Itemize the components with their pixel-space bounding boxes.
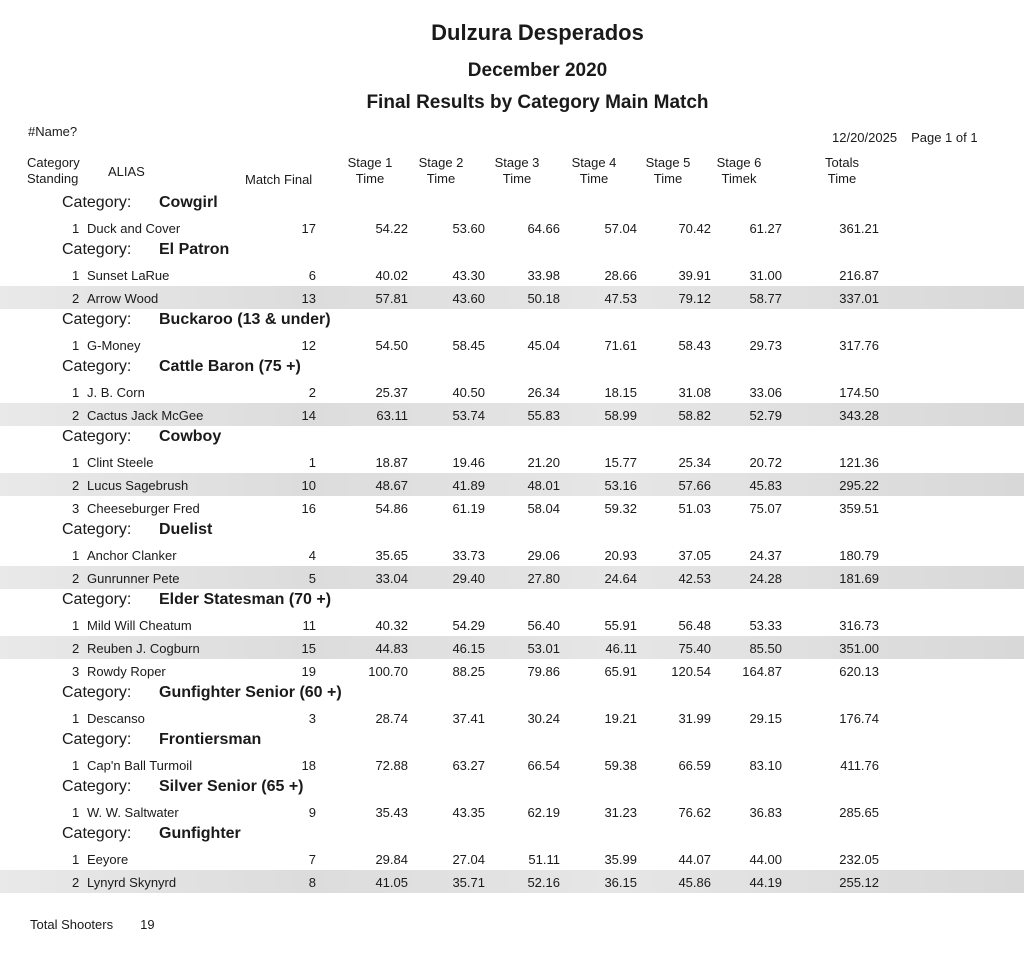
- stage-3-time: 21.20: [527, 455, 560, 470]
- stage-2-time: 29.40: [452, 571, 485, 586]
- stage-4-time: 53.16: [604, 478, 637, 493]
- total-time: 295.22: [839, 478, 879, 493]
- name-field: #Name?: [28, 124, 78, 139]
- total-time: 343.28: [839, 408, 879, 423]
- header-stage5: [638, 155, 698, 187]
- stage-3-time: 45.04: [527, 338, 560, 353]
- shooter-row: [0, 496, 1024, 519]
- stage-2-time: 88.25: [452, 664, 485, 679]
- standing: 1: [72, 758, 80, 773]
- standing: 1: [72, 385, 80, 400]
- stage-6-time: 29.15: [749, 711, 782, 726]
- match-final: 14: [301, 408, 316, 423]
- stage-5-time: 76.62: [678, 805, 711, 820]
- stage-2-time: 27.04: [452, 852, 485, 867]
- stage-3-time: 52.16: [527, 875, 560, 890]
- header-line: Stage 2: [418, 155, 464, 170]
- stage-3-time: 29.06: [527, 548, 560, 563]
- stage-2-time: 37.41: [452, 711, 485, 726]
- date-page-info: [832, 130, 978, 145]
- standing: 1: [72, 221, 80, 236]
- header-match-final: Match Final: [245, 172, 313, 187]
- match-final: 16: [301, 501, 316, 516]
- stage-6-time: 58.77: [749, 291, 782, 306]
- stage-4-time: 28.66: [604, 268, 637, 283]
- shooter-row: [0, 473, 1024, 496]
- stage-6-time: 52.79: [749, 408, 782, 423]
- alias: Arrow Wood: [87, 291, 159, 306]
- stage-6-time: 24.37: [749, 548, 782, 563]
- results-table: [0, 192, 1024, 893]
- shooter-row: [0, 566, 1024, 589]
- standing: 2: [72, 571, 80, 586]
- stage-4-time: 55.91: [604, 618, 637, 633]
- stage-1-time: 35.43: [375, 805, 408, 820]
- stage-1-time: 54.22: [375, 221, 408, 236]
- stage-2-time: 58.45: [452, 338, 485, 353]
- shooter-row: [0, 706, 1024, 729]
- standing: 1: [72, 711, 80, 726]
- match-final: 1: [308, 455, 316, 470]
- alias: Lucus Sagebrush: [87, 478, 189, 493]
- shooter-row: [0, 543, 1024, 566]
- standing: 1: [72, 268, 80, 283]
- stage-4-time: 57.04: [604, 221, 637, 236]
- header-line: Time: [579, 171, 609, 186]
- category-name: Gunfighter: [159, 825, 241, 842]
- match-final: 4: [308, 548, 316, 563]
- stage-6-time: 33.06: [749, 385, 782, 400]
- total-time: 317.76: [839, 338, 879, 353]
- stage-4-time: 71.61: [604, 338, 637, 353]
- stage-2-time: 33.73: [452, 548, 485, 563]
- total-time: 121.36: [839, 455, 879, 470]
- stage-6-time: 164.87: [742, 664, 782, 679]
- header-alias: ALIAS: [108, 164, 145, 179]
- match-final: 10: [301, 478, 316, 493]
- stage-5-time: 120.54: [671, 664, 711, 679]
- stage-6-time: 44.00: [749, 852, 782, 867]
- shooter-row: [0, 613, 1024, 636]
- alias: Descanso: [87, 711, 145, 726]
- stage-5-time: 45.86: [678, 875, 711, 890]
- stage-5-time: 31.08: [678, 385, 711, 400]
- stage-5-time: 79.12: [678, 291, 711, 306]
- alias: Lynyrd Skynyrd: [87, 875, 177, 890]
- category-name: Gunfighter Senior (60 +): [159, 684, 342, 701]
- shooter-row: [0, 333, 1024, 356]
- header-line: Timek: [721, 171, 757, 186]
- stage-5-time: 57.66: [678, 478, 711, 493]
- stage-5-time: 39.91: [678, 268, 711, 283]
- stage-6-time: 36.83: [749, 805, 782, 820]
- stage-3-time: 50.18: [527, 291, 560, 306]
- alias: Rowdy Roper: [87, 664, 166, 679]
- standing: 3: [72, 664, 80, 679]
- category-header: [0, 426, 1024, 450]
- header-line: Stage 3: [494, 155, 540, 170]
- header-line: Stage 5: [645, 155, 691, 170]
- header-line: Totals: [825, 155, 859, 170]
- stage-1-time: 44.83: [375, 641, 408, 656]
- stage-3-time: 62.19: [527, 805, 560, 820]
- shooter-row: [0, 636, 1024, 659]
- category-header: [0, 239, 1024, 263]
- category-name: Buckaroo (13 & under): [159, 311, 331, 328]
- category-header: [0, 823, 1024, 847]
- report-heading: Final Results by Category Main Match: [366, 92, 709, 113]
- stage-2-time: 53.60: [452, 221, 485, 236]
- stage-3-time: 79.86: [527, 664, 560, 679]
- report-date: 12/20/2025: [832, 130, 898, 145]
- stage-2-time: 35.71: [452, 875, 485, 890]
- total-time: 180.79: [839, 548, 879, 563]
- stage-3-time: 33.98: [527, 268, 560, 283]
- total-time: 316.73: [839, 618, 879, 633]
- stage-3-time: 51.11: [528, 852, 560, 867]
- stage-4-time: 20.93: [604, 548, 637, 563]
- header-line: Standing: [27, 171, 79, 186]
- stage-1-time: 63.11: [376, 408, 408, 423]
- match-final: 18: [301, 758, 316, 773]
- stage-4-time: 31.23: [604, 805, 637, 820]
- stage-3-time: 64.66: [527, 221, 560, 236]
- stage-4-time: 65.91: [604, 664, 637, 679]
- stage-2-time: 46.15: [452, 641, 485, 656]
- alias: Mild Will Cheatum: [87, 618, 192, 633]
- stage-2-time: 40.50: [452, 385, 485, 400]
- shooter-row: [0, 216, 1024, 239]
- category-label: Category:: [62, 778, 132, 795]
- category-name: Duelist: [159, 521, 213, 538]
- standing: 1: [72, 618, 80, 633]
- match-final: 2: [308, 385, 316, 400]
- stage-5-time: 58.82: [678, 408, 711, 423]
- total-time: 361.21: [839, 221, 879, 236]
- stage-1-time: 25.37: [375, 385, 408, 400]
- match-final: 15: [301, 641, 316, 656]
- stage-2-time: 63.27: [452, 758, 485, 773]
- category-label: Category:: [62, 591, 132, 608]
- stage-6-time: 29.73: [749, 338, 782, 353]
- shooter-row: [0, 380, 1024, 403]
- stage-5-time: 44.07: [678, 852, 711, 867]
- category-header: [0, 519, 1024, 543]
- category-name: Frontiersman: [159, 731, 262, 748]
- header-stage2: [411, 155, 471, 187]
- alias: Duck and Cover: [87, 221, 181, 236]
- stage-6-time: 20.72: [749, 455, 782, 470]
- stage-3-time: 66.54: [527, 758, 560, 773]
- stage-1-time: 29.84: [375, 852, 408, 867]
- match-final: 8: [308, 875, 316, 890]
- stage-1-time: 54.86: [375, 501, 408, 516]
- shooter-row: [0, 286, 1024, 309]
- category-name: Silver Senior (65 +): [159, 778, 304, 795]
- alias: Cap'n Ball Turmoil: [87, 758, 193, 773]
- shooter-row: [0, 800, 1024, 823]
- stage-4-time: 47.53: [604, 291, 637, 306]
- stage-1-time: 41.05: [375, 875, 408, 890]
- shooter-row: [0, 450, 1024, 473]
- category-header: [0, 682, 1024, 706]
- stage-1-time: 40.32: [375, 618, 408, 633]
- total-time: 232.05: [839, 852, 879, 867]
- total-shooters-count: 19: [140, 917, 155, 932]
- stage-6-time: 61.27: [749, 221, 782, 236]
- header-line: Time: [355, 171, 385, 186]
- stage-6-time: 75.07: [749, 501, 782, 516]
- alias: Reuben J. Cogburn: [87, 641, 200, 656]
- stage-4-time: 58.99: [604, 408, 637, 423]
- stage-3-time: 58.04: [527, 501, 560, 516]
- stage-1-time: 33.04: [375, 571, 408, 586]
- total-time: 181.69: [839, 571, 879, 586]
- category-header: [0, 589, 1024, 613]
- stage-3-time: 30.24: [527, 711, 560, 726]
- match-final: 7: [308, 852, 316, 867]
- stage-3-time: 55.83: [527, 408, 560, 423]
- header-stage4: [564, 155, 624, 187]
- stage-5-time: 31.99: [678, 711, 711, 726]
- header-line: Category: [27, 155, 80, 170]
- header-category-standing: [27, 155, 80, 187]
- shooter-row: [0, 847, 1024, 870]
- stage-5-time: 58.43: [678, 338, 711, 353]
- category-label: Category:: [62, 825, 132, 842]
- header-stage6: [709, 155, 769, 187]
- shooter-row: [0, 870, 1024, 893]
- stage-5-time: 75.40: [678, 641, 711, 656]
- header-stage3: [487, 155, 547, 187]
- total-time: 216.87: [839, 268, 879, 283]
- category-header: [0, 776, 1024, 800]
- stage-5-time: 25.34: [678, 455, 711, 470]
- match-final: 12: [301, 338, 316, 353]
- match-final: 3: [308, 711, 316, 726]
- category-header: [0, 729, 1024, 753]
- stage-4-time: 19.21: [604, 711, 637, 726]
- stage-2-time: 19.46: [452, 455, 485, 470]
- alias: Gunrunner Pete: [87, 571, 180, 586]
- stage-4-time: 59.32: [604, 501, 637, 516]
- match-final: 11: [302, 618, 316, 633]
- category-label: Category:: [62, 358, 132, 375]
- header-line: Time: [502, 171, 532, 186]
- shooter-row: [0, 263, 1024, 286]
- page-number: Page 1 of 1: [911, 130, 978, 145]
- report-title: Dulzura Desperados: [431, 20, 644, 45]
- header-line: Time: [827, 171, 857, 186]
- alias: G-Money: [87, 338, 141, 353]
- total-time: 620.13: [839, 664, 879, 679]
- stage-4-time: 59.38: [604, 758, 637, 773]
- alias: Clint Steele: [87, 455, 154, 470]
- header-line: Stage 4: [571, 155, 617, 170]
- category-header: [0, 192, 1024, 216]
- stage-2-time: 53.74: [452, 408, 485, 423]
- alias: Sunset LaRue: [87, 268, 170, 283]
- category-header: [0, 356, 1024, 380]
- match-final: 5: [308, 571, 316, 586]
- category-name: Cowboy: [159, 428, 222, 445]
- stage-6-time: 31.00: [749, 268, 782, 283]
- category-name: El Patron: [159, 241, 230, 258]
- stage-1-time: 40.02: [375, 268, 408, 283]
- alias: Eeyore: [87, 852, 129, 867]
- stage-3-time: 48.01: [527, 478, 560, 493]
- stage-1-time: 72.88: [375, 758, 408, 773]
- alias: Cactus Jack McGee: [87, 408, 204, 423]
- total-time: 285.65: [839, 805, 879, 820]
- total-time: 176.74: [839, 711, 879, 726]
- stage-4-time: 24.64: [604, 571, 637, 586]
- category-label: Category:: [62, 521, 132, 538]
- standing: 2: [72, 478, 80, 493]
- category-label: Category:: [62, 428, 132, 445]
- alias: J. B. Corn: [87, 385, 145, 400]
- stage-5-time: 70.42: [678, 221, 711, 236]
- shooter-row: [0, 403, 1024, 426]
- standing: 1: [72, 852, 80, 867]
- stage-2-time: 43.35: [452, 805, 485, 820]
- category-label: Category:: [62, 241, 132, 258]
- stage-1-time: 28.74: [375, 711, 408, 726]
- match-final: 19: [301, 664, 316, 679]
- stage-3-time: 26.34: [527, 385, 560, 400]
- category-label: Category:: [62, 731, 132, 748]
- stage-2-time: 61.19: [452, 501, 485, 516]
- stage-1-time: 35.65: [375, 548, 408, 563]
- header-line: Time: [426, 171, 456, 186]
- standing: 2: [72, 408, 80, 423]
- stage-6-time: 24.28: [749, 571, 782, 586]
- category-name: Cattle Baron (75 +): [159, 358, 301, 375]
- stage-4-time: 35.99: [604, 852, 637, 867]
- stage-4-time: 46.11: [605, 641, 637, 656]
- stage-1-time: 18.87: [375, 455, 408, 470]
- stage-6-time: 45.83: [749, 478, 782, 493]
- standing: 2: [72, 641, 80, 656]
- standing: 2: [72, 875, 80, 890]
- report-subtitle: December 2020: [467, 60, 608, 81]
- category-name: Elder Statesman (70 +): [159, 591, 332, 608]
- total-shooters-label: Total Shooters: [30, 917, 114, 932]
- category-label: Category:: [62, 684, 132, 701]
- header-stage1: [340, 155, 400, 187]
- standing: 1: [72, 338, 80, 353]
- stage-5-time: 66.59: [678, 758, 711, 773]
- match-final: 9: [308, 805, 316, 820]
- stage-2-time: 43.30: [452, 268, 485, 283]
- stage-6-time: 85.50: [749, 641, 782, 656]
- stage-6-time: 44.19: [749, 875, 782, 890]
- stage-1-time: 100.70: [368, 664, 408, 679]
- category-name: Cowgirl: [159, 194, 218, 211]
- total-time: 351.00: [839, 641, 879, 656]
- header-line: Time: [653, 171, 683, 186]
- stage-1-time: 48.67: [375, 478, 408, 493]
- stage-3-time: 27.80: [527, 571, 560, 586]
- category-header: [0, 309, 1024, 333]
- stage-6-time: 83.10: [749, 758, 782, 773]
- total-time: 359.51: [839, 501, 879, 516]
- header-line: Stage 6: [716, 155, 762, 170]
- shooter-row: [0, 753, 1024, 776]
- standing: 3: [72, 501, 80, 516]
- stage-2-time: 41.89: [452, 478, 485, 493]
- category-label: Category:: [62, 311, 132, 328]
- total-time: 174.50: [839, 385, 879, 400]
- stage-4-time: 15.77: [604, 455, 637, 470]
- stage-5-time: 37.05: [678, 548, 711, 563]
- stage-1-time: 57.81: [375, 291, 408, 306]
- stage-3-time: 53.01: [527, 641, 560, 656]
- stage-5-time: 51.03: [678, 501, 711, 516]
- stage-2-time: 43.60: [452, 291, 485, 306]
- stage-5-time: 56.48: [678, 618, 711, 633]
- stage-3-time: 56.40: [527, 618, 560, 633]
- total-time: 337.01: [839, 291, 879, 306]
- standing: 2: [72, 291, 80, 306]
- match-final: 17: [301, 221, 316, 236]
- stage-4-time: 36.15: [604, 875, 637, 890]
- header-totals: [812, 155, 872, 187]
- total-time: 411.76: [840, 758, 879, 773]
- stage-6-time: 53.33: [749, 618, 782, 633]
- match-final: 6: [308, 268, 316, 283]
- match-final: 13: [301, 291, 316, 306]
- total-shooters: [30, 917, 155, 932]
- shooter-row: [0, 659, 1024, 682]
- standing: 1: [72, 455, 80, 470]
- stage-4-time: 18.15: [604, 385, 637, 400]
- alias: Cheeseburger Fred: [87, 501, 200, 516]
- total-time: 255.12: [839, 875, 879, 890]
- alias: W. W. Saltwater: [87, 805, 179, 820]
- alias: Anchor Clanker: [87, 548, 177, 563]
- header-line: Stage 1: [347, 155, 393, 170]
- standing: 1: [72, 805, 80, 820]
- stage-5-time: 42.53: [678, 571, 711, 586]
- category-label: Category:: [62, 194, 132, 211]
- stage-1-time: 54.50: [375, 338, 408, 353]
- stage-2-time: 54.29: [452, 618, 485, 633]
- standing: 1: [72, 548, 80, 563]
